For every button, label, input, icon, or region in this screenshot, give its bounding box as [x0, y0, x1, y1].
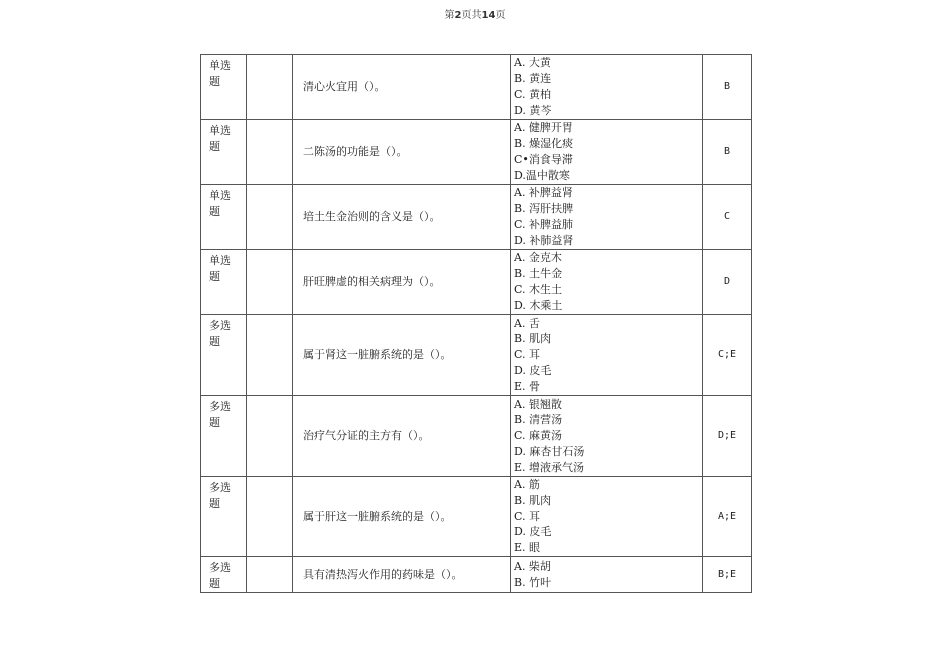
question-text: 治疗气分证的主方有（）。: [293, 396, 511, 477]
option-item: E. 增液承气汤: [514, 460, 585, 474]
option-item: E. 骨: [514, 379, 541, 393]
question-type-cell: [201, 557, 247, 593]
blank-cell: [247, 315, 293, 396]
page-header-suffix: 页: [495, 10, 506, 21]
question-type-cell: [201, 55, 247, 120]
options-cell: [511, 557, 703, 593]
question-type-text: 题: [209, 140, 220, 153]
option-item: D. 黄芩: [514, 103, 552, 117]
question-row: [201, 557, 752, 593]
options-cell: [511, 315, 703, 396]
option-item: C. 木生土: [514, 283, 563, 296]
option-item: D. 补肺益肾: [514, 233, 574, 247]
question-table: [200, 54, 752, 593]
question-type-cell: [201, 120, 247, 185]
question-row: [201, 250, 752, 315]
answer-cell: C: [703, 185, 752, 250]
blank-cell: [247, 477, 293, 557]
question-row: [201, 120, 752, 185]
option-item: A. 舌: [514, 316, 540, 330]
question-type-cell: [201, 250, 247, 315]
question-type-text: 单选: [209, 59, 231, 72]
options-cell: [511, 55, 703, 120]
blank-cell: [247, 557, 293, 593]
option-item: A. 补脾益肾: [514, 186, 573, 200]
option-item: B. 泻肝扶脾: [514, 202, 574, 216]
question-type-text: 题: [209, 577, 220, 590]
total-page-number: 14: [481, 10, 496, 21]
option-item: B. 燥湿化痰: [514, 137, 574, 151]
blank-cell: [247, 185, 293, 250]
answer-cell: D: [703, 250, 752, 315]
blank-cell: [247, 55, 293, 120]
options-cell: [511, 120, 703, 185]
question-type-text: 多选: [209, 481, 231, 494]
option-item: E. 眼: [514, 541, 541, 555]
option-item: D. 皮毛: [514, 363, 552, 377]
question-text: 属于肾这一脏腑系统的是（）。: [293, 315, 511, 396]
question-row: [201, 185, 752, 250]
current-page-number: 2: [454, 10, 462, 21]
question-type-cell: [201, 185, 247, 250]
option-item: D. 麻杏甘石汤: [514, 444, 585, 458]
question-type-text: 单选: [209, 189, 231, 202]
question-row: [201, 477, 752, 557]
options-cell: [511, 250, 703, 315]
options-cell: [511, 185, 703, 250]
answer-cell: D;E: [703, 396, 752, 477]
question-text: 二陈汤的功能是（）。: [293, 120, 511, 185]
option-item: A. 金克木: [514, 251, 562, 265]
option-item: C•消食导滞: [514, 153, 573, 166]
question-text: 具有清热泻火作用的药味是（）。: [293, 557, 511, 593]
question-type-text: 题: [209, 270, 220, 283]
options-cell: [511, 477, 703, 557]
question-type-text: 题: [209, 335, 220, 348]
option-item: D.温中散寒: [514, 168, 570, 182]
option-item: D. 木乘土: [514, 298, 563, 312]
question-type-text: 多选: [209, 561, 231, 574]
answer-cell: B;E: [703, 557, 752, 593]
question-row: [201, 55, 752, 120]
question-type-cell: [201, 396, 247, 477]
option-item: A. 健脾开胃: [514, 121, 573, 135]
option-item: A. 银翘散: [514, 397, 562, 411]
question-type-text: 单选: [209, 124, 231, 137]
question-text: 清心火宜用（）。: [293, 55, 511, 120]
option-item: B. 土牛金: [514, 267, 563, 281]
option-item: A. 柴胡: [514, 559, 551, 573]
answer-cell: B: [703, 55, 752, 120]
option-item: C. 补脾益肺: [514, 218, 574, 231]
answer-cell: B: [703, 120, 752, 185]
question-type-text: 题: [209, 205, 220, 218]
page-header-mid: 页共: [461, 10, 482, 21]
question-row: [201, 315, 752, 396]
question-type-text: 多选: [209, 400, 231, 413]
page-header: [0, 6, 950, 21]
question-row: [201, 396, 752, 477]
blank-cell: [247, 250, 293, 315]
question-type-text: 题: [209, 497, 220, 510]
question-text: 属于肝这一脏腑系统的是（）。: [293, 477, 511, 557]
question-type-text: 多选: [209, 319, 231, 332]
option-item: D. 皮毛: [514, 525, 552, 539]
option-item: B. 肌肉: [514, 493, 552, 507]
option-item: B. 肌肉: [514, 332, 552, 346]
question-type-text: 题: [209, 416, 220, 429]
question-type-cell: [201, 315, 247, 396]
option-item: A. 筋: [514, 478, 540, 491]
answer-cell: A;E: [703, 477, 752, 557]
answer-cell: C;E: [703, 315, 752, 396]
question-type-text: 单选: [209, 254, 231, 267]
blank-cell: [247, 120, 293, 185]
option-item: B. 竹叶: [514, 575, 552, 589]
option-item: C. 耳: [514, 348, 541, 362]
option-item: C. 麻黄汤: [514, 429, 563, 443]
option-item: A. 大黄: [514, 56, 551, 70]
options-cell: [511, 396, 703, 477]
option-item: B. 黄连: [514, 72, 552, 86]
page-header-prefix: 第: [444, 10, 455, 21]
question-text: 肝旺脾虚的相关病理为（）。: [293, 250, 511, 315]
blank-cell: [247, 396, 293, 477]
option-item: C. 黄柏: [514, 88, 552, 101]
question-type-cell: [201, 477, 247, 557]
question-type-text: 题: [209, 75, 220, 88]
option-item: B. 清营汤: [514, 413, 563, 427]
question-text: 培土生金治则的含义是（）。: [293, 185, 511, 250]
option-item: C. 耳: [514, 509, 541, 523]
